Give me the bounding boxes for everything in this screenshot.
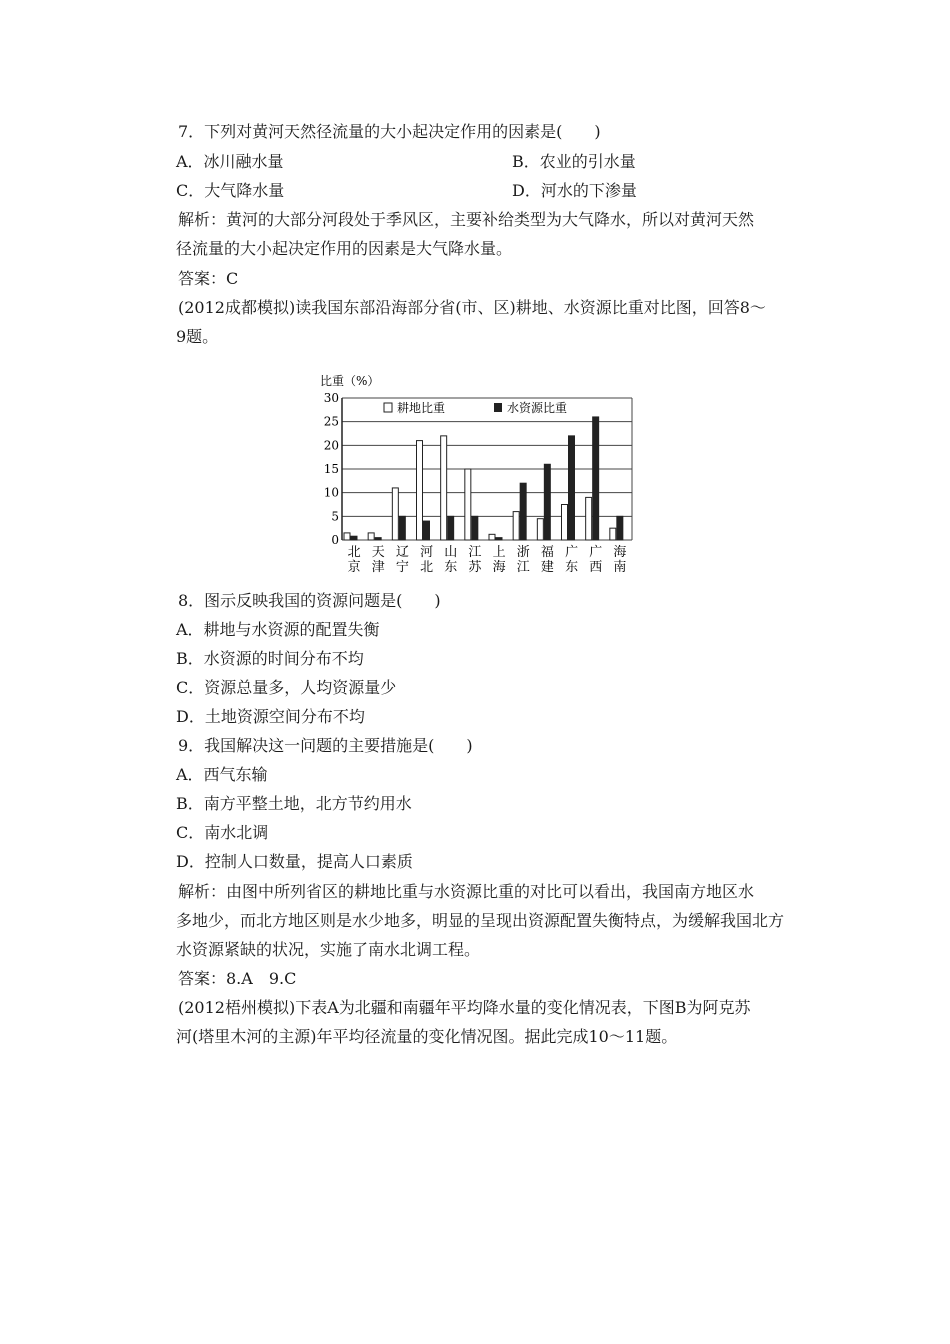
q8-option-c: C．资源总量多，人均资源量少 [176,678,397,697]
bar-farmland-4 [441,436,447,540]
answer-8-9: 答案：8.A 9.C [178,969,297,988]
category-label-10-0: 广 [589,545,603,560]
bar-farmland-5 [465,469,471,540]
bar-farmland-10 [586,497,592,540]
q9-option-d: D．控制人口数量，提高人口素质 [176,852,413,871]
category-label-0-0: 北 [347,545,361,560]
bar-farmland-11 [610,528,616,540]
bar-water-7 [520,483,526,540]
ytick-label-5: 5 [331,509,339,524]
category-label-8-1: 建 [540,560,554,575]
category-label-3-1: 北 [420,560,434,575]
intro-10-11-line1: (2012梧州模拟)下表A为北疆和南疆年平均降水量的变化情况表，下图B为阿克苏 [178,998,751,1017]
bar-water-10 [593,417,599,540]
farmland-water-chart [318,368,642,580]
category-label-5-1: 苏 [468,560,482,575]
category-label-10-1: 西 [589,560,603,575]
category-label-4-0: 山 [444,545,458,560]
intro-8-9-line2: 9题。 [176,327,219,346]
q9-stem: 9．我国解决这一问题的主要措施是( ) [178,736,473,755]
category-label-1-0: 天 [371,545,385,560]
q7-option-b: B．农业的引水量 [512,152,636,171]
bar-water-9 [569,436,575,540]
category-label-8-0: 福 [540,545,554,560]
analysis-8-9-line3: 水资源紧缺的状况，实施了南水北调工程。 [176,940,481,959]
legend-water-label: 水资源比重 [507,401,568,415]
category-label-6-1: 海 [492,560,506,575]
chart-bars [344,417,623,540]
analysis-8-9-line1: 解析：由图中所列省区的耕地比重与水资源比重的对比可以看出，我国南方地区水 [178,882,755,901]
bar-farmland-0 [344,533,350,540]
category-label-7-0: 浙 [516,545,530,560]
category-label-11-0: 海 [613,545,627,560]
q9-option-c: C．南水北调 [176,823,269,842]
q7-analysis-line2: 径流量的大小起决定作用的因素是大气降水量。 [176,239,513,258]
category-label-11-1: 南 [613,560,627,575]
q7-option-c: C．大气降水量 [176,181,285,200]
bar-farmland-7 [513,512,519,540]
category-label-1-1: 津 [371,560,385,575]
bar-water-11 [617,516,623,540]
bar-water-2 [399,516,405,540]
chart-category-labels [348,544,627,575]
ytick-label-0: 0 [331,533,339,547]
bar-water-3 [424,521,430,540]
analysis-8-9-line2: 多地少，而北方地区则是水少地多，明显的呈现出资源配置失衡特点，为缓解我国北方 [176,911,785,930]
ytick-label-25: 25 [323,414,339,429]
bar-water-6 [496,538,502,540]
bar-water-0 [351,536,357,540]
bar-farmland-6 [489,534,495,540]
chart-ylabel: 比重（%） [320,374,380,388]
q9-option-b: B．南方平整土地，北方节约用水 [176,794,412,813]
q7-stem: 7．下列对黄河天然径流量的大小起决定作用的因素是( ) [178,122,601,141]
bar-farmland-8 [537,519,543,540]
bar-water-1 [375,538,381,540]
bar-water-5 [472,516,478,540]
legend-farmland-swatch [384,403,392,412]
q7-analysis-line1: 解析：黄河的大部分河段处于季风区，主要补给类型为大气降水，所以对黄河天然 [178,210,755,229]
category-label-2-1: 宁 [395,560,409,575]
category-label-6-0: 上 [492,545,506,560]
q7-option-d: D．河水的下渗量 [512,181,637,200]
ytick-label-15: 15 [323,462,339,476]
q8-option-a: A．耕地与水资源的配置失衡 [176,620,380,639]
ytick-label-10: 10 [323,485,339,500]
q8-stem: 8．图示反映我国的资源问题是( ) [178,591,441,610]
legend-water-swatch [494,403,502,412]
ytick-label-20: 20 [323,438,339,453]
chart-ytick-labels [324,391,339,547]
bar-farmland-3 [417,441,423,540]
category-label-7-1: 江 [516,560,530,575]
category-label-4-1: 东 [444,560,458,575]
q8-option-b: B．水资源的时间分布不均 [176,649,364,668]
bar-water-8 [544,464,550,540]
category-label-2-0: 辽 [395,545,409,560]
category-label-9-0: 广 [565,545,579,560]
ytick-label-30: 30 [323,391,339,405]
category-label-5-0: 江 [468,545,482,560]
bar-water-4 [448,516,454,540]
bar-farmland-9 [562,505,568,541]
legend-farmland-label: 耕地比重 [397,401,446,415]
bar-farmland-2 [392,488,398,540]
intro-8-9-line1: (2012成都模拟)读我国东部沿海部分省(市、区)耕地、水资源比重对比图，回答8～ [178,298,766,317]
q9-option-a: A．西气东输 [176,765,268,784]
bar-farmland-1 [368,533,374,540]
category-label-9-1: 东 [565,560,579,575]
q7-option-a: A．冰川融水量 [176,152,284,171]
intro-10-11-line2: 河(塔里木河的主源)年平均径流量的变化情况图。据此完成10～11题。 [176,1027,678,1046]
q7-answer: 答案：C [178,269,239,288]
category-label-3-0: 河 [420,545,434,560]
category-label-0-1: 京 [347,560,361,575]
q8-option-d: D．土地资源空间分布不均 [176,707,365,726]
